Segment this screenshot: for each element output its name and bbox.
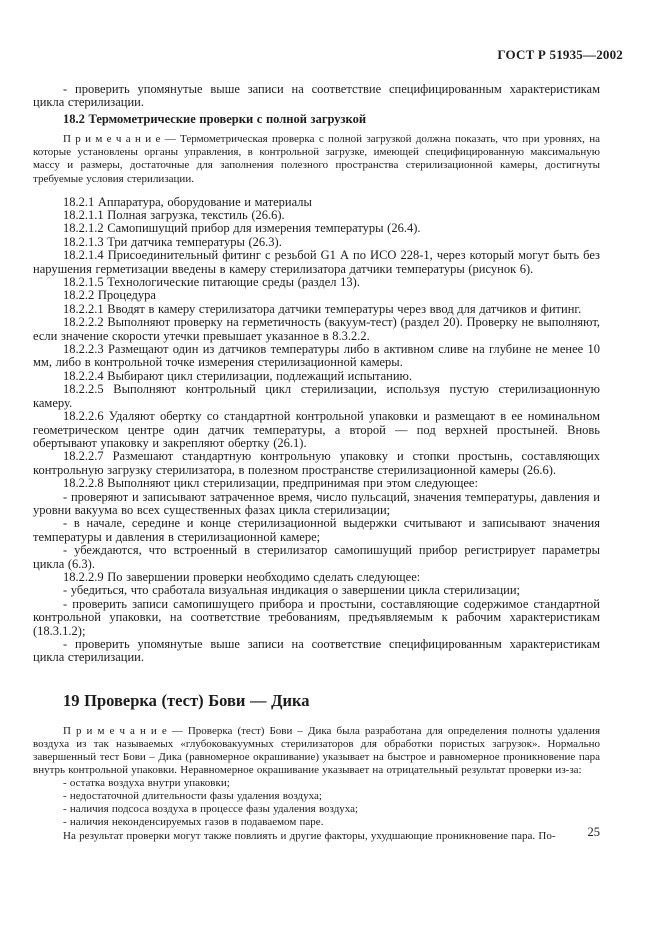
note-list-item-dash: - остатка воздуха внутри упаковки; xyxy=(63,777,230,790)
paragraph: 18.2.1.1 Полная загрузка, текстиль (26.6). xyxy=(63,208,285,222)
list-item-dash: - убеждаются, что встроенный в стерилизатор самопишущий прибор регистрирует параметры цикла (6.3). xyxy=(33,543,600,571)
list-item-dash: - проверяют и записывают затраченное время, число пульсаций, значения температуры, давления и уровни вакуума во всех существенных фазах цикла стерилизации; xyxy=(33,489,600,517)
paragraph: 18.2.2.2 Выполняют проверку на герметичность (вакуум-тест) (раздел 20). Проверку не выполняют, если значение скорости утечки превышает указанное в 8.3.2.2. xyxy=(33,315,600,343)
paragraph: 18.2.2.1 Вводят в камеру стерилизатора датчики температуры через ввод для датчиков и фитинг. xyxy=(63,301,582,316)
paragraph: 18.2.2.7 Размешают стандартную контрольную упаковку и стопки простынь, составляющих контрольную загрузку стерилизатора, в полезном пространстве стерилизационной камеры (26.6). xyxy=(33,449,600,477)
section-heading-18-2: 18.2 Термометрические проверки с полной загрузкой xyxy=(63,111,367,126)
paragraph: 18.2.2 Процедура xyxy=(63,288,156,303)
note-list-item-dash: - наличия подсоса воздуха в процессе фазы удаления воздуха; xyxy=(63,803,359,816)
paragraph: 18.2.1 Аппаратура, оборудование и материалы xyxy=(63,194,312,209)
paragraph: 18.2.2.9 По завершении проверки необходимо сделать следующее: xyxy=(63,569,421,584)
paragraph: 18.2.2.4 Выбирают цикл стерилизации, подлежащий испытанию. xyxy=(63,368,413,383)
paragraph: 18.2.2.6 Удаляют обертку со стандартной контрольной упаковки и размещают в ее номинальном геометрическом центре один датчик температуры, а второй — под верхней простыней. Вновь обертывают упаковку и закрепляют обертку (26.1). xyxy=(33,409,600,450)
paragraph: 18.2.1.3 Три датчика температуры (26.3). xyxy=(63,234,282,249)
list-item-dash: - в начале, середине и конце стерилизационной выдержки считывают и записывают значения температуры и давления в стерилизационной камере; xyxy=(33,516,600,544)
list-item-dash: - проверить записи самопишущего прибора и простыни, составляющие содержимое стандартной контрольной упаковки, на соответствие требованиям, предъявляемым к рабочим характеристикам (18.3.1.2); xyxy=(33,596,600,638)
list-item-dash: - убедиться, что сработала визуальная индикация о завершении цикла стерилизации; xyxy=(63,583,520,598)
page-number: 25 xyxy=(587,825,600,839)
note-list-item-dash: - недостаточной длительности фазы удаления воздуха; xyxy=(63,790,322,803)
note-paragraph: На результат проверки могут также повлиять и другие факторы, ухудшающие проникновение пара. По- xyxy=(63,829,556,842)
paragraph: 18.2.2.8 Выполняют цикл стерилизации, предпринимая при этом следующее: xyxy=(63,476,478,491)
note-list-item-dash: - наличия неконденсируемых газов в подаваемом паре. xyxy=(63,816,324,829)
paragraph: 18.2.1.4 Присоединительный фитинг с резьбой G1 А по ИСО 228-1, через который могут быть без нарушения герметизации введены в камеру стерилизатора датчики температуры (рисунок 6). xyxy=(33,248,600,276)
document-body xyxy=(33,83,600,843)
paragraph: 18.2.2.3 Размещают один из датчиков температуры либо в активном сливе на глубине не менее 10 мм, либо в контрольной точке измерения стерилизационной камеры. xyxy=(33,342,600,370)
paragraph: - проверить упомянутые выше записи на соответствие специфицированным характеристикам цикла стерилизации. xyxy=(33,82,600,110)
running-header-standard-number: ГОСТ Р 51935—2002 xyxy=(497,47,623,62)
note-paragraph: П р и м е ч а н и е — Проверка (тест) Бови – Дика была разработана для определения полноты удаления воздуха из так называемых «глубоковакуумных стерилизаторов для обработки пористых загрузок». Нормально завершенный тест Бови – Дика (равномерное окрашивание) указывает на быстрое и равномерное проникновение пара внутрь контрольной упаковки. Неравномерное окрашивание указывает на отрицательный результат проверки из-за: xyxy=(33,724,600,777)
paragraph: 18.2.2.5 Выполняют контрольный цикл стерилизации, используя пустую стерилизационную камеру. xyxy=(33,382,600,410)
paragraph: 18.2.1.2 Самопишущий прибор для измерения температуры (26.4). xyxy=(63,221,421,236)
list-item-dash: - проверить упомянутые выше записи на соответствие специфицированным характеристикам цикла стерилизации. xyxy=(33,637,600,665)
note-paragraph: П р и м е ч а н и е — Термометрическая проверка с полной загрузкой должна показать, что при уровнях, на которые установлены органы управления, в контрольной загрузке, имеющей специфицированную максимальную массу и размеры, достаточные для заполнения полезного пространства стерилизационной камеры, достигнуты требуемые условия стерилизации. xyxy=(33,133,600,185)
chapter-heading-19: 19 Проверка (тест) Бови — Дика xyxy=(63,690,310,710)
paragraph: 18.2.1.5 Технологические питающие среды (раздел 13). xyxy=(63,275,360,290)
